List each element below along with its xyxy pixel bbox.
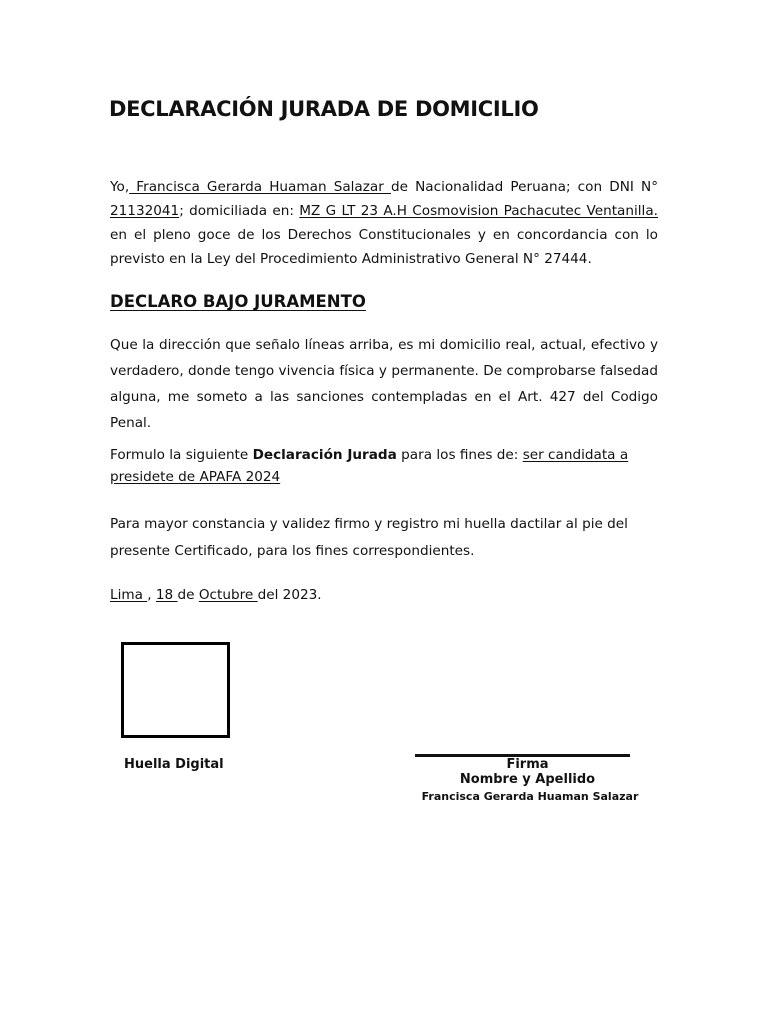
- purpose-middle: para los fines de:: [396, 447, 523, 463]
- declarant-name: Francisca Gerarda Huaman Salazar: [129, 179, 391, 195]
- date-line: [110, 583, 658, 607]
- dni-number: 21132041: [110, 203, 180, 219]
- purpose-paragraph: [110, 444, 670, 488]
- date-comma: ,: [147, 587, 156, 603]
- signature-label: Firma: [506, 757, 549, 772]
- declaration-subtitle: DECLARO BAJO JURAMENTO: [110, 292, 366, 311]
- address: MZ G LT 23 A.H Cosmovision Pachacutec Ventanilla.: [299, 203, 658, 219]
- purpose-prefix: Formulo la siguiente: [110, 447, 253, 463]
- fingerprint-label: Huella Digital: [124, 757, 224, 772]
- declaration-paragraph: Que la dirección que señalo líneas arriba, es mi domicilio real, actual, efectivo y verdadero, donde tengo vivencia física y permanente. De comprobarse falsedad alguna, me someto a las sanciones contempladas en el Art. 427 del Codigo Penal.: [110, 337, 658, 431]
- document-title: DECLARACIÓN JURADA DE DOMICILIO: [109, 97, 539, 121]
- date-city: Lima: [110, 587, 148, 603]
- date-month: Octubre: [198, 587, 258, 603]
- intro-yo: Yo,: [110, 179, 130, 195]
- intro-paragraph: [110, 175, 658, 271]
- constancy-paragraph: Para mayor constancia y validez firmo y registro mi huella dactilar al pie del presente Certificado, para los fines correspondientes.: [110, 516, 628, 559]
- fingerprint-box: [121, 642, 230, 738]
- intro-domiciled: ; domiciliada en:: [179, 203, 300, 219]
- signature-name-label: Nombre y Apellido: [459, 772, 596, 787]
- date-de: de: [177, 587, 199, 603]
- signer-name: Francisca Gerarda Huaman Salazar: [421, 790, 639, 803]
- intro-nationality: de Nacionalidad Peruana; con DNI N°: [390, 179, 658, 195]
- date-day: 18: [155, 587, 178, 603]
- purpose-bold: Declaración Jurada: [252, 447, 397, 463]
- intro-rest: en el pleno goce de los Derechos Constitucionales y en concordancia con lo previsto en la Ley del Procedimiento Administrativo General N° 27444.: [110, 227, 658, 267]
- purpose-text: ser candidata a presidete de APAFA 2024: [110, 447, 629, 485]
- date-year: del 2023.: [257, 587, 322, 603]
